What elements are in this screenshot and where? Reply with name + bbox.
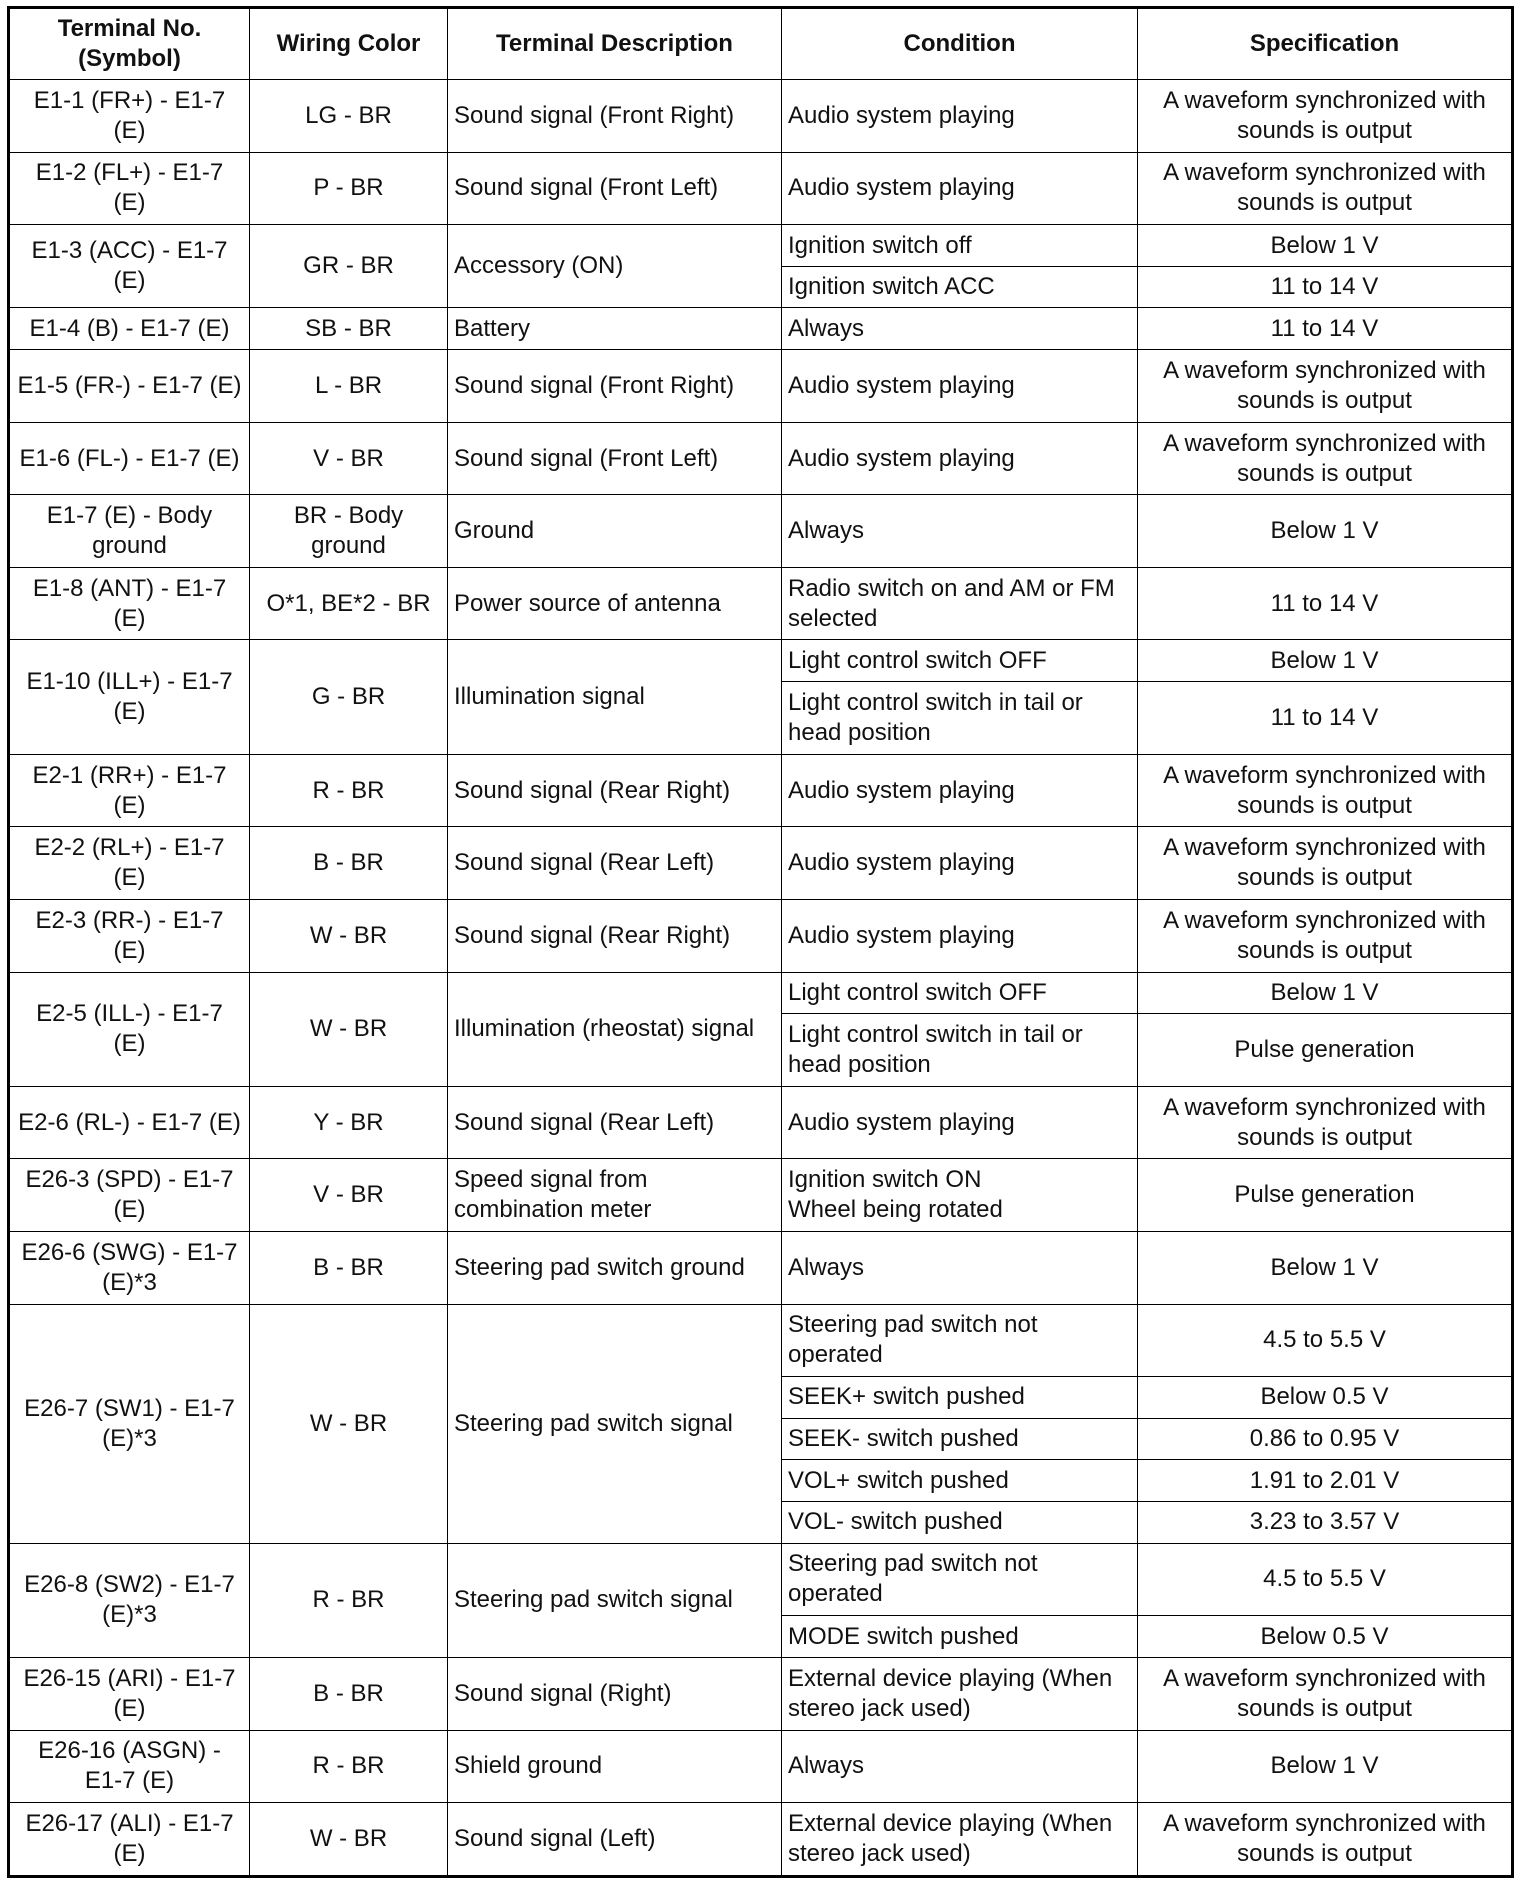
header-condition: Condition — [782, 8, 1138, 80]
terminal-cell: E26-15 (ARI) - E1-7 (E) — [9, 1657, 250, 1730]
terminal-cell: E2-1 (RR+) - E1-7 (E) — [9, 754, 250, 827]
wiring-color-cell: W - BR — [250, 1803, 448, 1877]
wiring-color-cell: V - BR — [250, 422, 448, 495]
specification-cell: 11 to 14 V — [1138, 308, 1513, 350]
terminal-cell: E2-5 (ILL-) - E1-7 (E) — [9, 972, 250, 1086]
specification-cell: Below 1 V — [1138, 640, 1513, 682]
condition-cell: Audio system playing — [782, 1086, 1138, 1159]
table-row — [9, 754, 1513, 827]
terminal-description-cell: Sound signal (Front Right) — [448, 350, 782, 423]
terminal-cell: E26-17 (ALI) - E1-7 (E) — [9, 1803, 250, 1877]
table-row — [9, 567, 1513, 640]
terminal-cell: E1-6 (FL-) - E1-7 (E) — [9, 422, 250, 495]
table-row — [9, 225, 1513, 267]
condition-cell: Light control switch OFF — [782, 640, 1138, 682]
terminal-cell: E1-4 (B) - E1-7 (E) — [9, 308, 250, 350]
table-row — [9, 80, 1513, 153]
terminal-description-cell: Steering pad switch signal — [448, 1304, 782, 1543]
table-row — [9, 1159, 1513, 1232]
condition-cell: MODE switch pushed — [782, 1616, 1138, 1658]
table-row — [9, 827, 1513, 900]
terminal-description-cell: Illumination (rheostat) signal — [448, 972, 782, 1086]
condition-cell: Light control switch in tail or head position — [782, 1014, 1138, 1087]
condition-cell: Light control switch OFF — [782, 972, 1138, 1014]
condition-cell: Audio system playing — [782, 80, 1138, 153]
specification-cell: 1.91 to 2.01 V — [1138, 1460, 1513, 1502]
terminal-cell: E1-2 (FL+) - E1-7 (E) — [9, 152, 250, 225]
terminal-description-cell: Sound signal (Front Left) — [448, 422, 782, 495]
condition-cell: Audio system playing — [782, 152, 1138, 225]
wiring-color-cell: LG - BR — [250, 80, 448, 153]
wiring-color-cell: B - BR — [250, 1657, 448, 1730]
specification-cell: Below 1 V — [1138, 1730, 1513, 1803]
wiring-color-cell: W - BR — [250, 972, 448, 1086]
terminal-cell: E1-8 (ANT) - E1-7 (E) — [9, 567, 250, 640]
terminal-cell: E26-16 (ASGN) - E1-7 (E) — [9, 1730, 250, 1803]
table-row — [9, 899, 1513, 972]
condition-cell: Audio system playing — [782, 350, 1138, 423]
wiring-color-cell: Y - BR — [250, 1086, 448, 1159]
specification-cell: A waveform synchronized with sounds is output — [1138, 754, 1513, 827]
specification-cell: A waveform synchronized with sounds is output — [1138, 899, 1513, 972]
specification-cell: A waveform synchronized with sounds is output — [1138, 152, 1513, 225]
header-terminal-description: Terminal Description — [448, 8, 782, 80]
condition-cell: Audio system playing — [782, 899, 1138, 972]
table-row — [9, 350, 1513, 423]
condition-cell: VOL+ switch pushed — [782, 1460, 1138, 1502]
terminal-cell: E1-1 (FR+) - E1-7 (E) — [9, 80, 250, 153]
condition-cell: Always — [782, 1730, 1138, 1803]
terminal-description-cell: Steering pad switch signal — [448, 1543, 782, 1657]
header-specification: Specification — [1138, 8, 1513, 80]
condition-cell: Always — [782, 495, 1138, 568]
specification-cell: A waveform synchronized with sounds is output — [1138, 422, 1513, 495]
condition-cell: SEEK+ switch pushed — [782, 1377, 1138, 1419]
specification-cell: 0.86 to 0.95 V — [1138, 1418, 1513, 1460]
terminal-description-cell: Sound signal (Front Right) — [448, 80, 782, 153]
specification-cell: A waveform synchronized with sounds is output — [1138, 350, 1513, 423]
terminal-description-cell: Sound signal (Right) — [448, 1657, 782, 1730]
condition-cell: Ignition switch off — [782, 225, 1138, 267]
terminal-cell: E26-8 (SW2) - E1-7 (E)*3 — [9, 1543, 250, 1657]
wiring-color-cell: B - BR — [250, 1231, 448, 1304]
condition-cell: SEEK- switch pushed — [782, 1418, 1138, 1460]
specification-cell: Below 1 V — [1138, 1231, 1513, 1304]
header-wiring-color: Wiring Color — [250, 8, 448, 80]
wiring-color-cell: W - BR — [250, 899, 448, 972]
specification-cell: 4.5 to 5.5 V — [1138, 1543, 1513, 1616]
terminal-description-cell: Ground — [448, 495, 782, 568]
condition-cell: Ignition switch ACC — [782, 266, 1138, 308]
wiring-color-cell: V - BR — [250, 1159, 448, 1232]
table-row — [9, 972, 1513, 1014]
specification-cell: Pulse generation — [1138, 1014, 1513, 1087]
wiring-color-cell: P - BR — [250, 152, 448, 225]
terminal-description-cell: Sound signal (Left) — [448, 1803, 782, 1877]
condition-cell: Steering pad switch not operated — [782, 1543, 1138, 1616]
terminal-cell: E26-7 (SW1) - E1-7 (E)*3 — [9, 1304, 250, 1543]
wiring-color-cell: G - BR — [250, 640, 448, 754]
specification-cell: A waveform synchronized with sounds is output — [1138, 1803, 1513, 1877]
table-row — [9, 495, 1513, 568]
specification-cell: A waveform synchronized with sounds is output — [1138, 827, 1513, 900]
specification-cell: A waveform synchronized with sounds is output — [1138, 1657, 1513, 1730]
condition-cell: Audio system playing — [782, 422, 1138, 495]
terminal-spec-table — [7, 6, 1514, 1878]
condition-cell: External device playing (When stereo jack used) — [782, 1657, 1138, 1730]
terminal-cell: E2-2 (RL+) - E1-7 (E) — [9, 827, 250, 900]
terminal-description-cell: Power source of antenna — [448, 567, 782, 640]
condition-cell: Audio system playing — [782, 827, 1138, 900]
terminal-cell: E1-5 (FR-) - E1-7 (E) — [9, 350, 250, 423]
terminal-cell: E26-6 (SWG) - E1-7 (E)*3 — [9, 1231, 250, 1304]
header-row — [9, 8, 1513, 80]
terminal-description-cell: Illumination signal — [448, 640, 782, 754]
terminal-cell: E1-3 (ACC) - E1-7 (E) — [9, 225, 250, 308]
terminal-description-cell: Sound signal (Front Left) — [448, 152, 782, 225]
specification-cell: Below 1 V — [1138, 972, 1513, 1014]
terminal-description-cell: Sound signal (Rear Right) — [448, 899, 782, 972]
specification-cell: Below 0.5 V — [1138, 1616, 1513, 1658]
wiring-color-cell: BR - Body ground — [250, 495, 448, 568]
wiring-color-cell: R - BR — [250, 1543, 448, 1657]
terminal-description-cell: Sound signal (Rear Left) — [448, 827, 782, 900]
terminal-description-cell: Speed signal from combination meter — [448, 1159, 782, 1232]
specification-cell: 4.5 to 5.5 V — [1138, 1304, 1513, 1377]
wiring-color-cell: R - BR — [250, 1730, 448, 1803]
wiring-color-cell: R - BR — [250, 754, 448, 827]
terminal-cell: E2-6 (RL-) - E1-7 (E) — [9, 1086, 250, 1159]
condition-cell: Radio switch on and AM or FM selected — [782, 567, 1138, 640]
wiring-color-cell: L - BR — [250, 350, 448, 423]
wiring-color-cell: GR - BR — [250, 225, 448, 308]
specification-cell: Pulse generation — [1138, 1159, 1513, 1232]
condition-cell: Audio system playing — [782, 754, 1138, 827]
specification-cell: 11 to 14 V — [1138, 682, 1513, 755]
table-row — [9, 1304, 1513, 1377]
specification-cell: 11 to 14 V — [1138, 266, 1513, 308]
terminal-description-cell: Shield ground — [448, 1730, 782, 1803]
specification-cell: Below 0.5 V — [1138, 1377, 1513, 1419]
condition-cell: Always — [782, 1231, 1138, 1304]
table-row — [9, 1657, 1513, 1730]
header-terminal: Terminal No. (Symbol) — [9, 8, 250, 80]
condition-cell: Light control switch in tail or head position — [782, 682, 1138, 755]
terminal-description-cell: Sound signal (Rear Right) — [448, 754, 782, 827]
table-row — [9, 640, 1513, 682]
table-row — [9, 1803, 1513, 1877]
wiring-color-cell: B - BR — [250, 827, 448, 900]
terminal-description-cell: Steering pad switch ground — [448, 1231, 782, 1304]
specification-cell: A waveform synchronized with sounds is output — [1138, 1086, 1513, 1159]
condition-cell: Ignition switch ON Wheel being rotated — [782, 1159, 1138, 1232]
terminal-cell: E26-3 (SPD) - E1-7 (E) — [9, 1159, 250, 1232]
terminal-cell: E1-10 (ILL+) - E1-7 (E) — [9, 640, 250, 754]
wiring-color-cell: W - BR — [250, 1304, 448, 1543]
wiring-color-cell: SB - BR — [250, 308, 448, 350]
condition-cell: Steering pad switch not operated — [782, 1304, 1138, 1377]
table-row — [9, 152, 1513, 225]
table-row — [9, 308, 1513, 350]
condition-cell: VOL- switch pushed — [782, 1502, 1138, 1544]
terminal-cell: E2-3 (RR-) - E1-7 (E) — [9, 899, 250, 972]
wiring-color-cell: O*1, BE*2 - BR — [250, 567, 448, 640]
specification-cell: 11 to 14 V — [1138, 567, 1513, 640]
condition-cell: External device playing (When stereo jack used) — [782, 1803, 1138, 1877]
terminal-cell: E1-7 (E) - Body ground — [9, 495, 250, 568]
terminal-description-cell: Sound signal (Rear Left) — [448, 1086, 782, 1159]
terminal-description-cell: Battery — [448, 308, 782, 350]
specification-cell: Below 1 V — [1138, 495, 1513, 568]
terminal-description-cell: Accessory (ON) — [448, 225, 782, 308]
condition-cell: Always — [782, 308, 1138, 350]
specification-cell: Below 1 V — [1138, 225, 1513, 267]
table-row — [9, 422, 1513, 495]
specification-cell: 3.23 to 3.57 V — [1138, 1502, 1513, 1544]
table-body — [9, 80, 1513, 1877]
table-row — [9, 1543, 1513, 1616]
table-row — [9, 1086, 1513, 1159]
table-row — [9, 1730, 1513, 1803]
specification-cell: A waveform synchronized with sounds is output — [1138, 80, 1513, 153]
table-row — [9, 1231, 1513, 1304]
